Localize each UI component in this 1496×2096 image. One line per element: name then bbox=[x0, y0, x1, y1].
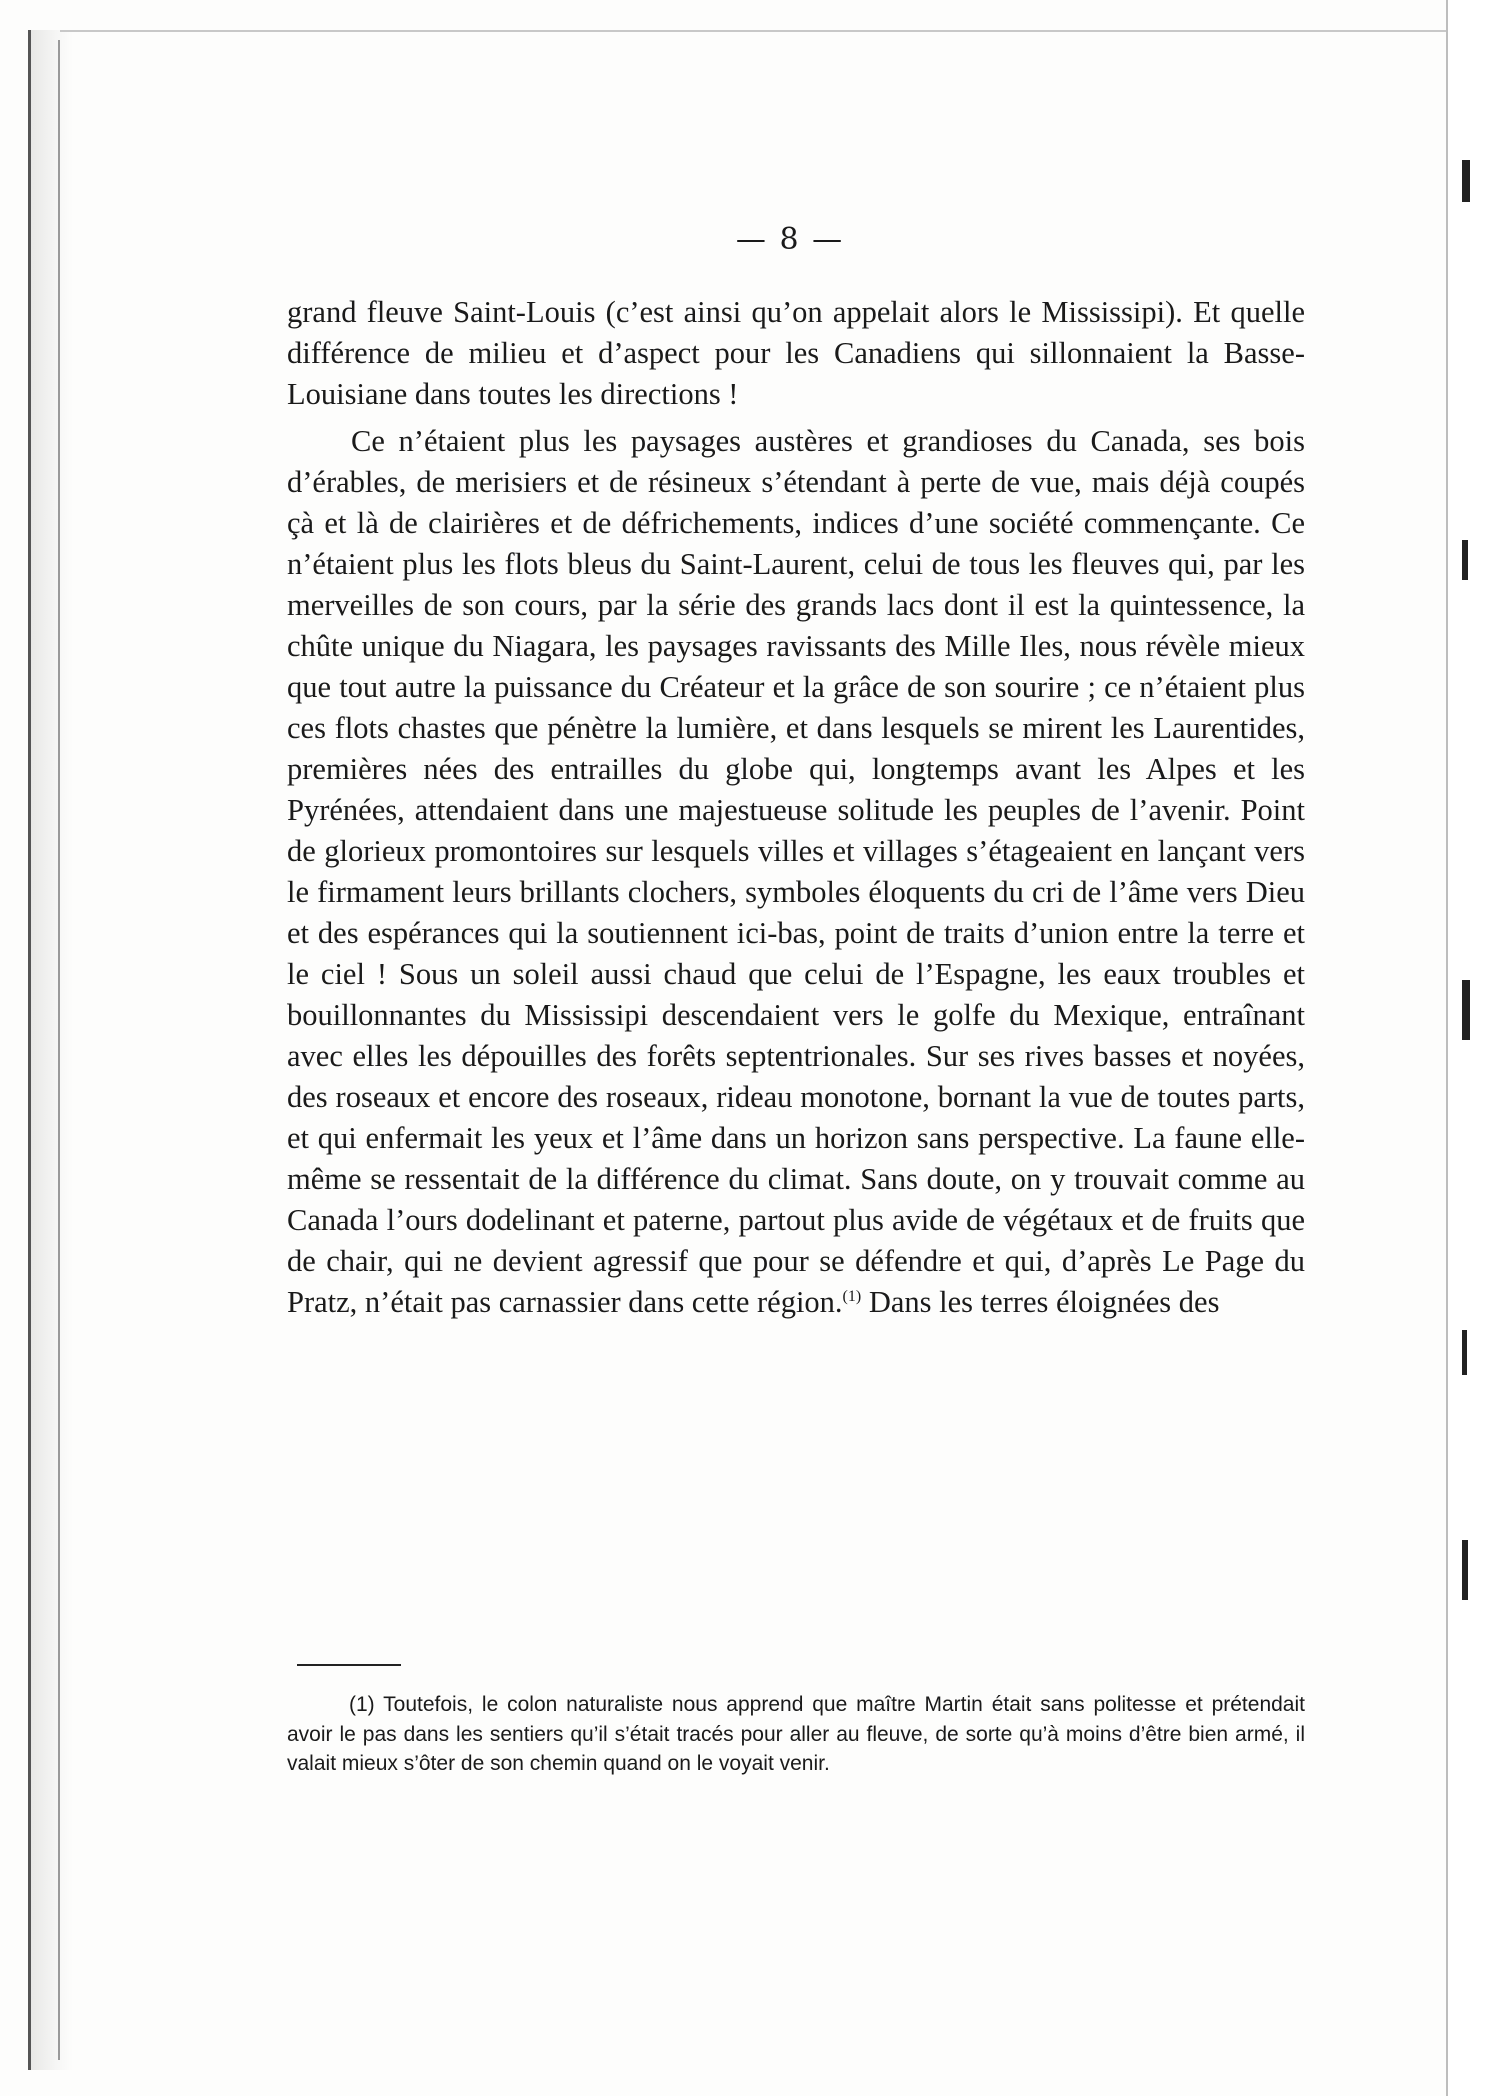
footnote bbox=[287, 1690, 1305, 1779]
paragraph: grand fleuve Saint-Louis (c’est ainsi qu’on appelait alors le Mississipi). Et quelle différence de milieu et d’aspect pour les Canadiens qui sillonnaient la Basse-Louisiane dans toutes les directions ! bbox=[287, 295, 1305, 411]
page-right-edge bbox=[1446, 0, 1496, 2096]
footnote-text: Toutefois, le colon naturaliste nous apprend que maître Martin était sans politesse et prétendait avoir le pas dans les sentiers qu’il s’était tracés pour aller au fleuve, de sorte qu’à moins d’être bien armé, il valait mieux s’ôter de son chemin quand on le voyait venir. bbox=[287, 1693, 1305, 1775]
paragraph bbox=[287, 421, 1305, 1323]
right-edge-mark bbox=[1462, 1330, 1467, 1375]
page-left-binding-edge bbox=[28, 30, 73, 2070]
paragraph-text: Ce n’étaient plus les paysages austères et grandioses du Canada, ses bois d’érables, de merisiers et de résineux s’étendant à perte de vue, mais déjà coupés çà et là de clairières et de défrichements, indices d’une société commençante. Ce n’étaient plus les flots bleus du Saint-Laurent, celui de tous les fleuves qui, par les merveilles de son cours, par la série des grands lacs dont il est la quintessence, la chûte unique du Niagara, les paysages ravissants des Mille Iles, nous révèle mieux que tout autre la puissance du Créateur et la grâce de son sourire ; ce n’étaient plus ces flots chastes que pénètre la lumière, et dans lesquels se mirent les Laurentides, premières nées des entrailles du globe qui, longtemps avant les Alpes et les Pyrénées, attendaient dans une majestueuse solitude les peuples de l’avenir. Point de glorieux promontoires sur lesquels villes et villages s’étageaient en lançant vers le firmament leurs brillants clochers, symboles éloquents du cri de l’âme vers Dieu et des espérances qui la soutiennent ici-bas, point de traits d’union entre la terre et le ciel ! Sous un soleil aussi chaud que celui de l’Espagne, les eaux troubles et bouillonnantes du Mississipi descendaient vers le golfe du Mexique, entraînant avec elles les dépouilles des forêts septentrionales. Sur ses rives basses et noyées, des roseaux et encore des roseaux, rideau monotone, bornant la vue de toutes parts, et qui enfermait les yeux et l’âme dans un horizon sans perspective. La faune elle-même se ressentait de la différence du climat. Sans doute, on y trouvait comme au Canada l’ours dodelinant et paterne, partout plus avide de végétaux et de fruits que de chair, qui ne devient agressif que pour se défendre et qui, d’après Le Page du Pratz, n’était pas carnassier dans cette région. bbox=[287, 424, 1305, 1319]
right-edge-mark bbox=[1462, 160, 1470, 202]
footnote-label: (1) bbox=[349, 1693, 375, 1716]
page-left-inner-rule bbox=[58, 40, 60, 2060]
paragraph-tail: Dans les terres éloignées des bbox=[861, 1285, 1220, 1319]
right-edge-mark bbox=[1462, 540, 1468, 580]
footnote-reference: (1) bbox=[842, 1287, 862, 1305]
page-number: — 8 — bbox=[735, 222, 845, 257]
body-text bbox=[287, 292, 1305, 1323]
right-edge-mark bbox=[1462, 980, 1470, 1040]
right-edge-mark bbox=[1462, 1540, 1468, 1600]
footnote-divider bbox=[297, 1664, 401, 1666]
page-top-edge bbox=[60, 30, 1450, 32]
